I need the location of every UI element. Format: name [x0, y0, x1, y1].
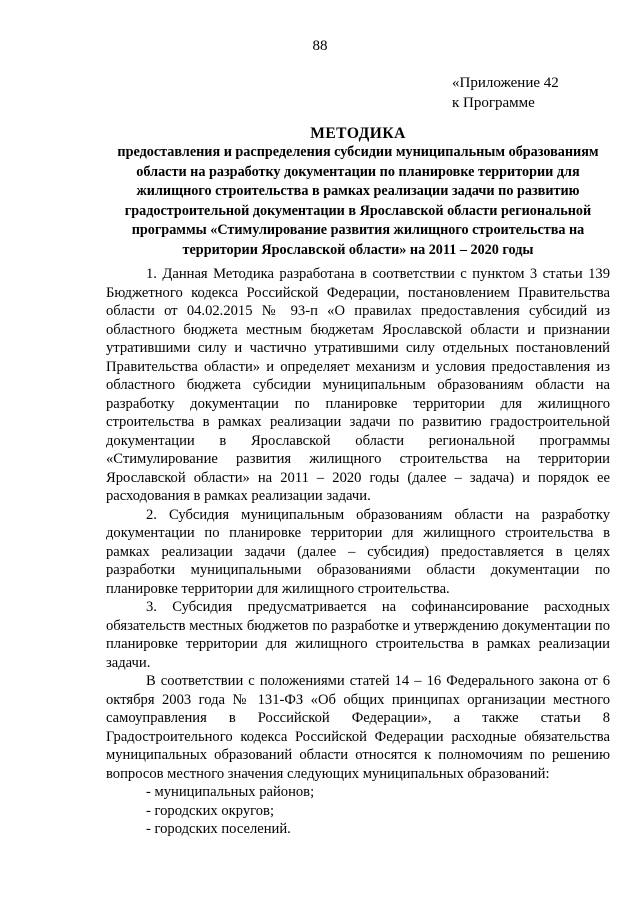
title-subtitle: предоставления и распределения субсидии муниципальным образованиям области на разработку документации по планировке территории для жилищного строительства в рамках реализации задачи по развитию градостроительной документации в Ярославской области региональной программы «Стимулирование развития жилищного строительства на территории Ярославской области» на 2011 – 2020 годы	[117, 144, 599, 258]
appendix-line-1: «Приложение 42	[452, 75, 559, 91]
list-item: - муниципальных районов;	[146, 784, 315, 800]
paragraph-1: 1. Данная Методика разработана в соответствии с пунктом 3 статьи 139 Бюджетного кодекса Российской Федерации, постановлением Правительства области от 04.02.2015 № 93-п «О правилах предоставления субсидий из областного бюджета местным бюджетам Ярославской области и признании утратившими силу и частично утратившими силу отдельных постановлений Правительства области» и определяет механизм и условия предоставления из областного бюджета субсидии муниципальным образованиям области на разработку документации по планировке территории для жилищного строительства в рамках реализации задачи по развитию градостроительной документации в Ярославской области региональной программы «Стимулирование развития жилищного строительства на территории Ярославской области» на 2011 – 2020 годы (далее – задача) и порядок ее расходования в рамках реализации задачи.	[106, 266, 610, 504]
paragraph-2: 2. Субсидия муниципальным образованиям области на разработку документации по планировке территории для жилищного строительства в рамках реализации задачи (далее – субсидия) предоставляется в целях разработки муниципальными образованиями области документации по планировке территории для жилищного строительства.	[106, 506, 610, 597]
document-title	[104, 124, 612, 260]
municipality-list	[106, 783, 610, 839]
list-item: - городских поселений.	[146, 821, 291, 837]
paragraph-3: 3. Субсидия предусматривается на софинансирование расходных обязательств местных бюджетов по разработке и утверждению документации по планировке территории для жилищного строительства в рамках реализации задачи.	[106, 599, 610, 671]
document-body	[106, 265, 610, 839]
title-heading: МЕТОДИКА	[310, 125, 406, 142]
appendix-line-2: к Программе	[452, 95, 535, 111]
page-number: 88	[312, 38, 328, 54]
list-item: - городских округов;	[146, 802, 275, 819]
appendix-reference	[452, 73, 559, 113]
paragraph-4: В соответствии с положениями статей 14 – 16 Федерального закона от 6 октября 2003 года № 131-ФЗ «Об общих принципах организации местного самоуправления в Российской Федерации», а также статьи 8 Градостроительного кодекса Российской Федерации расходные обязательства муниципальных образований области относятся к полномочиям по решению вопросов местного значения следующих муниципальных образований:	[106, 673, 610, 782]
